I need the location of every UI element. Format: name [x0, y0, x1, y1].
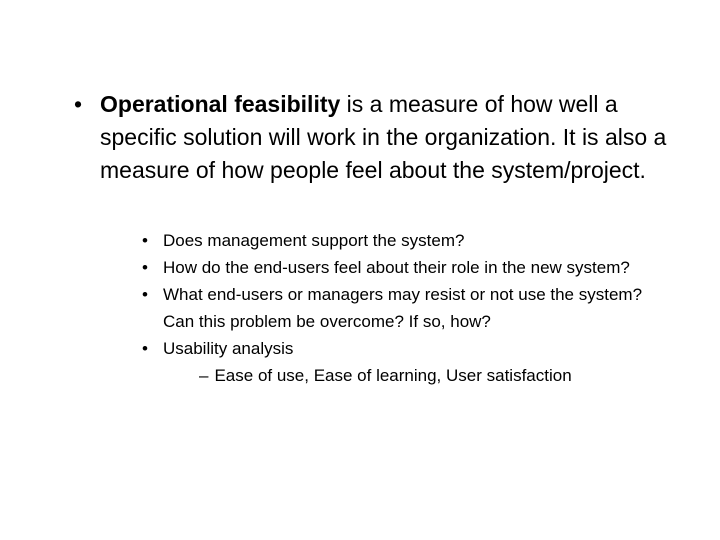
main-bullet-term: Operational feasibility	[100, 91, 341, 117]
dash-bullet-icon: –	[199, 366, 209, 385]
sub-bullet-icon: •	[142, 285, 148, 304]
list-item	[142, 227, 662, 254]
list-item-text: Does management support the system?	[163, 231, 465, 250]
nested-list-item	[142, 362, 662, 389]
main-bullet-body: is a measure of how well a specific solution will work in the organization. It is also a measure of how people feel about the system/project.	[100, 91, 667, 183]
list-item-text: What end-users or managers may resist or not use the system? Can this problem be overcome? If so, how?	[163, 285, 643, 331]
sub-bullet-icon: •	[142, 258, 148, 277]
sub-bullet-icon: •	[142, 339, 148, 358]
list-item	[142, 254, 662, 281]
sub-bullet-icon: •	[142, 231, 148, 250]
list-item-text: How do the end-users feel about their role in the new system?	[163, 258, 630, 277]
list-item	[142, 281, 662, 335]
list-item	[142, 335, 662, 362]
main-bullet-text	[100, 88, 674, 187]
nested-list-item-text: Ease of use, Ease of learning, User satisfaction	[214, 366, 572, 385]
main-bullet-icon: •	[74, 91, 83, 117]
list-item-text: Usability analysis	[163, 339, 294, 358]
sub-bullet-list	[142, 227, 662, 389]
main-bullet-point	[74, 88, 674, 187]
